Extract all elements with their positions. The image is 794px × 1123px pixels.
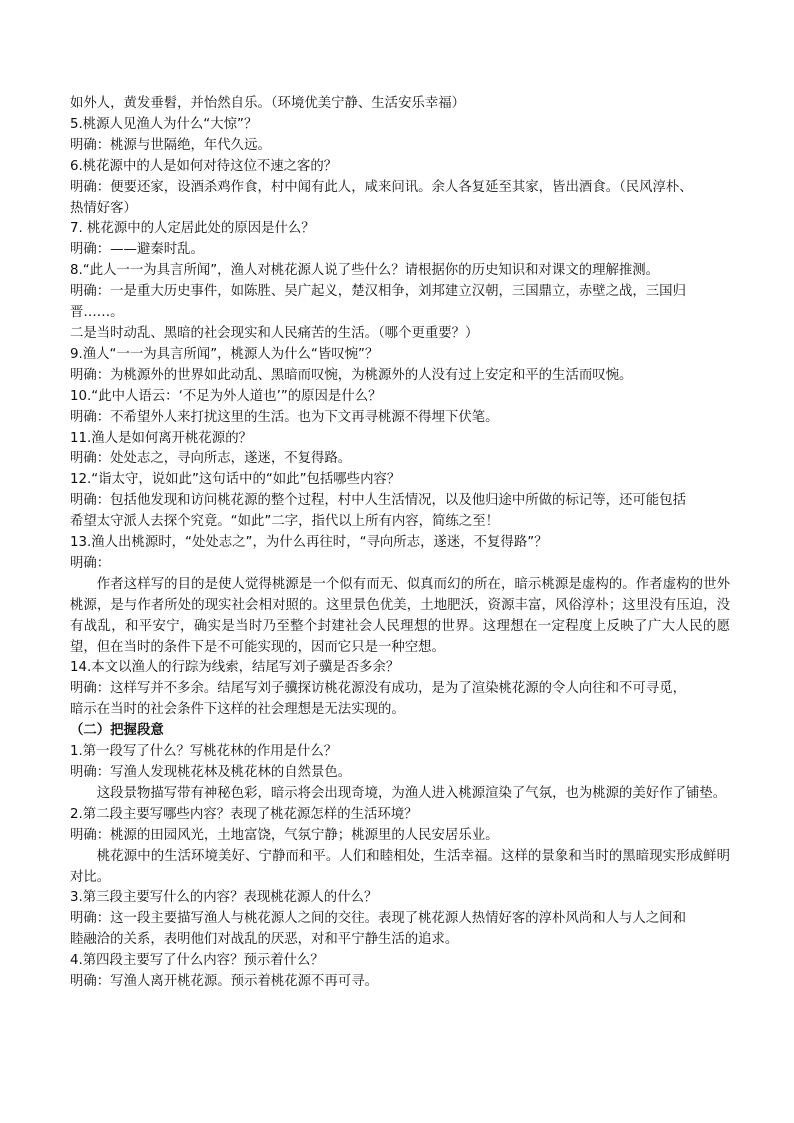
- answer-14: 明确：这样写并不多余。结尾写刘子骥探访桃花源没有成功，是为了渲染桃花源的令人向往和不可寻觅，: [70, 681, 686, 697]
- text-line: 如外人，黄发垂髫，并怡然自乐。（环境优美宁静、生活安乐幸福）: [70, 96, 466, 111]
- question-13: 13.渔人出桃源时，“处处志之”，为什么再往时，“寻向所志，遂迷，不复得路”？: [70, 535, 548, 551]
- document-page: [70, 94, 730, 993]
- question-12: 12.“诣太守，说如此”这句话中的“如此”包括哪些内容？: [70, 472, 401, 488]
- answer-8: 明确：一是重大历史事件，如陈胜、吴广起义，楚汉相争，刘邦建立汉朝，三国鼎立，赤壁之战，三国归: [70, 284, 686, 300]
- paragraph-answer-3: 明确：这一段主要描写渔人与桃花源人之间的交往。表现了桃花源人热情好客的淳朴风尚和人与人之间和: [70, 911, 686, 927]
- answer-8-cont: 晋……。: [70, 305, 124, 321]
- paragraph-question-1: 1.第一段写了什么？写桃花林的作用是什么？: [70, 744, 338, 760]
- question-5: 5.桃源人见渔人为什么“大惊”？: [70, 116, 258, 132]
- paragraph-answer-1: 明确：写渔人发现桃花林及桃花林的自然景色。: [70, 765, 352, 780]
- paragraph-question-2: 2.第二段主要写哪些内容？表现了桃花源怎样的生活环境？: [70, 806, 418, 822]
- answer-11: 明确：处处志之，寻向所志，遂迷，不复得路。: [70, 451, 352, 467]
- paragraph-answer-1-note: 这段景物描写带有神秘色彩，暗示将会出现奇境，为渔人进入桃源渲染了气氛，也为桃源的美好作了铺垫。: [96, 785, 727, 801]
- answer-9: 明确：为桃源外的世界如此动乱、黑暗而叹惋，为桃源外的人没有过上安定和平的生活而叹惋。: [70, 367, 633, 383]
- answer-5: 明确：桃源与世隔绝，年代久远。: [70, 137, 271, 153]
- answer-13-paragraph: 作者这样写的目的是使人觉得桃源是一个似有而无、似真而幻的所在，暗示桃源是虚构的。作者虚构的世外桃源，是与作者所处的现实社会相对照的。这里景色优美，土地肥沃，资源丰富，风俗淳朴；这里没有压迫，没有战乱，和平安宁，确实是当时乃至整个封建社会人民理想的世界。这理想在一定程度上反映了广大人民的愿望，但在当时的条件下是不可能实现的，因而它只是一种空想。: [70, 576, 730, 655]
- question-8: 8.“此人一一为具言所闻”，渔人对桃花源人说了些什么？请根据你的历史知识和对课文的理解推测。: [70, 263, 660, 279]
- paragraph-question-3: 3.第三段主要写什么的内容？表现桃花源人的什么？: [70, 890, 378, 906]
- answer-13-label: 明确：: [70, 555, 111, 571]
- paragraph-answer-4: 明确：写渔人离开桃花源。预示着桃花源不再可寻。: [70, 974, 378, 990]
- paragraph-question-4: 4.第四段主要写了什么内容？预示着什么？: [70, 953, 324, 969]
- answer-12-cont: 希望太守派人去探个究竟。“如此”二字，指代以上所有内容，简练之至！: [70, 514, 499, 530]
- question-9: 9.渔人“一一为具言所闻”，桃源人为什么“皆叹惋”？: [70, 346, 379, 362]
- question-6: 6.桃花源中的人是如何对待这位不速之客的？: [70, 158, 338, 174]
- answer-6-cont: 热情好客）: [70, 200, 137, 216]
- question-11: 11.渔人是如何离开桃花源的？: [70, 430, 252, 446]
- answer-7: 明确：——避秦时乱。: [70, 242, 204, 258]
- question-14: 14.本文以渔人的行踪为线索，结尾写刘子骥是否多余？: [70, 660, 400, 676]
- answer-14-cont: 暗示在当时的社会条件下这样的社会理想是无法实现的。: [70, 702, 405, 718]
- paragraph-answer-2: 明确：桃源的田园风光，土地富饶，气氛宁静；桃源里的人民安居乐业。: [70, 827, 499, 843]
- answer-12: 明确：包括他发现和访问桃花源的整个过程，村中人生活情况，以及他归途中所做的标记等，还可能包括: [70, 493, 686, 509]
- question-7: 7. 桃花源中的人定居此处的原因是什么？: [70, 221, 315, 237]
- question-10: 10.“此中人语云：‘不足为外人道也’”的原因是什么？: [70, 388, 382, 404]
- paragraph-answer-2-note: 桃花源中的生活环境美好、宁静而和平。人们和睦相处，生活幸福。这样的景象和当时的黑暗现实形成鲜明对比。: [70, 848, 730, 885]
- answer-10: 明确：不希望外人来打扰这里的生活。也为下文再寻桃源不得埋下伏笔。: [70, 409, 499, 425]
- answer-6: 明确：便要还家，设酒杀鸡作食，村中闻有此人，咸来问讯。余人各复延至其家，皆出酒食。（民风淳朴、: [70, 179, 693, 195]
- paragraph-answer-3-cont: 睦融洽的关系，表明他们对战乱的厌恶，对和平宁静生活的追求。: [70, 932, 459, 948]
- section-heading: （二）把握段意: [70, 723, 164, 739]
- answer-8-part-2: 二是当时动乱、黑暗的社会现实和人民痛苦的生活。（哪个更重要？）: [70, 325, 479, 341]
